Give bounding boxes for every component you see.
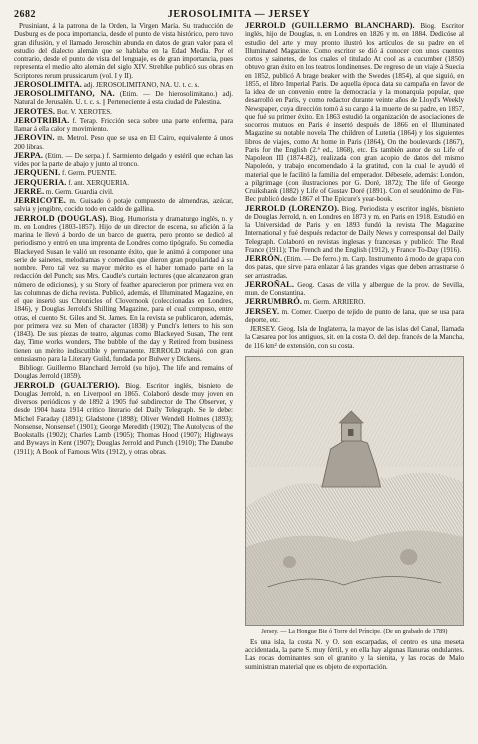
entry-definition: f. ant. XERQUERIA. <box>66 178 130 187</box>
dictionary-entry <box>14 81 233 89</box>
entry-definition: Biog. Humorista y dramaturgo inglés, n. y m. en Londres (1803-1857). Hijo de un director de escena, su afición á la marina le llevó á bordo de un barco de guerra, pero pronto se dedicó al periodismo y entró en una imprenta de Londres como tipógrafo. Su comedia Blackeyed Susan le valió un resonante éxito, que le animó á componer una serie de sainetes, melodramas y comedias que dieron gran popularidad á su nombre. Pero tal vez su mayor mérito es el haber tomado parte en la redacción del Punch; sus Mrs. Caudle's curtain lectures (que alcanzaron gran número de ediciones), y su Story of feather aparecieron por primera vez en las columnas de dicha revista. Publicó, además, el Illuminated Magazine, en el que insertó sus Chronicles of Clovernook (coleccionadas en Londres, 1846), y Douglas Jerrold's Shilling Magazine, para el cual compuso, entre otras, el cuento St. Giles and St. James. En la revista se publicaron, además, por primera vez su Men of character (1838) y Punch's letters to his son (1843). De sus piezas de teatro, algunas como Blackeyed Susan, The rent day, Time works wonders, The bubble of the day y Retired from business tienen un mérito indiscutible y permanente. JERROLD trabajó con gran entusiasmo para la Literary Guild, fundada por Bulwer y Dickens. <box>14 214 233 363</box>
dictionary-entry <box>14 108 233 116</box>
dictionary-entry <box>14 188 233 196</box>
entry-headword: JERRE. <box>14 186 45 196</box>
text-columns <box>14 22 464 738</box>
dictionary-entry <box>14 152 233 169</box>
right-column-top <box>245 22 464 350</box>
entry-definition: (Etim. — De serpa.) f. Sarmiento delgado y estéril que echan las vides por la parte de abajo y junto al tronco. <box>14 151 233 168</box>
dictionary-entry <box>245 22 464 204</box>
entry-headword: JERRUMBRÓ. <box>245 297 303 307</box>
entry-headword: JERSEY. <box>245 306 280 316</box>
entry-definition: f. Germ. PUENTE. <box>60 169 117 178</box>
dictionary-entry <box>14 382 233 456</box>
engraving-figure <box>245 356 464 626</box>
entry-definition: m. Comer. Cuerpo de tejido de punto de lana, que se usa para deporte, etc. <box>245 307 464 324</box>
entry-definition: m. Guisado ó potaje compuesto de almendras, azúcar, salvia y jengibre, cocido todo en caldo de gallina. <box>14 197 233 214</box>
entry-definition: f. Terap. Fricción seca sobre una parte enferma, para llamar á ella calor y movimiento. <box>14 116 233 133</box>
engraving-illustration <box>246 357 463 625</box>
page-number: 2682 <box>14 9 36 20</box>
entry-definition: Biog. Periodista y escritor inglés, bisnieto de Douglas Jerrold, n. en Londres en 1873 y m. en Paris en 1918. Estudió en la Universidad de Paris y en 1893 fundó la revista The Magazine International y fué después redactor de Daily News y corresponsal del Daily Telegraph. Colaboró en revistas inglesas y francesas y publicó: The Real France (1911); The French and the English (1912), y France To-Day (1916). <box>245 204 464 254</box>
dictionary-entry <box>14 90 233 107</box>
entry-headword: JEROSOLIMITANO, NA. <box>14 89 115 98</box>
entry-headword: JERROLD (LORENZO). <box>245 203 340 213</box>
entry-definition: adj. JEROSOLIMITANO, NA. U. t. c. s. <box>81 80 200 89</box>
entry-headword: JEROVIN. <box>14 133 55 143</box>
text-paragraph <box>14 22 233 80</box>
right-column-bottom <box>245 638 464 671</box>
paragraph-text: JERSEY. Geog. Isla de Inglaterra, la mayor de las islas del Canal, llamada la Cæsarea por los antiguos, sit. en la costa O. del dep. francés de la Mancha, de 116 km² de extensión, con su costa. <box>245 325 464 350</box>
entry-headword: JERROÑAL. <box>245 279 295 289</box>
entry-definition: Biog. Escritor inglés, hijo de Douglas, n. en Londres en 1826 y m. en 1884. Dedicóse al estudio del arte y muy pronto ilustró los artículos de su padre en el Illuminated Magazine. Como escritor se dió á conocer con unos cuentos cortos y sainetes, de los cuales el titulado At cool as a cucumber (1850) obtuvo gran éxito en los teatros londinenses. De regreso de un viaje á Suecia en 1852, publicó A brage beaker with the Swedes (1854), al que siguió, en 1855, el libro Imperial Paris. De aquella época data su campaña en favor de la idea de un convenio entre la democracia y la monarquía popular, que desarrolló en Paris, y como redactor durante veinte años de Lloyd's Weekly Newspaper, cuya dirección tomó á su cargo á la muerte de su padre, en 1857, que fué su primer éxito. En 1863 estudió la organización de asociaciones de socorros mutuos en Paris é insertó después de 1866 en el Illuminated Magazine su notable novela The children of Lutetia (1864) y los siguientes libros de viajes, como At home in Paris (1864), On the boulevards (1867), Paris for the English (2.ª ed., 1868), etc. Es también autor de su Life of Napoleon III (1874-82), realizada con gran acopio de datos del mismo Napoleón, y trabajo encomendado á la gratitud, con la cual le ayudó el material que le facilitó la familia del emperador. Débesele, además: London, a pilgrimage (con ilustraciones por G. Doré, 1872); The life of George Cruikshank (1882) y Life of Gustav Doré (1891). Con el seudónimo de Fin-Bec publicó desde 1867 el The Epicure's year-book. <box>245 22 464 204</box>
dictionary-entry <box>14 179 233 187</box>
entry-definition: Biog. Escritor inglés, bisnieto de Douglas Jerrold, n. en Liverpool en 1865. Colaboró desde muy joven en diversos periódicos y de 1892 á 1905 fué subdirector de The Observer, y desde 1904 hasta 1914 crítico literario del Daily Telegraph. Se le debe: Michel Faraday (1891); Gladstone (1898); Oliver Wendell Holmes (1893); Nonsense, Nonsense! (1901); George Meredith (1902); The Autolycus of the Bookstalls (1902); Charles Lamb (1905); Thomas Hood (1907); Highways and Byways in Kent (1907); Douglas Jerrold and Punch (1910); The Danube (1911); A Book of Famous Wits (1912), y otras obras. <box>14 381 233 456</box>
dictionary-entry <box>245 308 464 325</box>
dictionary-entry <box>14 134 233 151</box>
entry-headword: JERQUERIA. <box>14 177 67 187</box>
figure-caption-text: Jersey. — La Hongue Bie ó Torre del Príncipe. (De un grabado de 1789) <box>261 627 448 635</box>
entry-headword: JERROLD (GUILLERMO BLANCHARD). <box>245 22 415 30</box>
entry-headword: JERRÓN. <box>245 254 283 263</box>
dictionary-entry <box>245 298 464 306</box>
entry-definition: m. Germ. Guardia civil. <box>44 187 114 196</box>
entry-definition: Bot. V. XEROTES. <box>55 107 112 116</box>
figure-caption <box>245 628 464 635</box>
right-column <box>245 22 464 738</box>
dictionary-entry <box>14 169 233 177</box>
entry-definition: (Etim. — De ferro.) m. Carp. Instrumento á modo de grapa con dos patas, que sirve para enlazar á las grandes vigas que deben arrastrarse ó ser arrastradas. <box>245 255 464 280</box>
paragraph-text: Es una isla, la costa N. y O. son escarpadas, el centro es una meseta accidentada, la parte S. muy fértil, y en ella hay algunas llanuras ondulantes. Las rocas dominantes son el granito y la sienita, y las rocas de Malo suministran material que es objeto de exportación. <box>245 637 464 671</box>
text-paragraph <box>14 364 233 381</box>
dictionary-entry <box>245 255 464 280</box>
entry-headword: JEROTES. <box>14 106 56 116</box>
dictionary-entry <box>245 205 464 255</box>
left-column <box>14 22 233 738</box>
entry-headword: JEROSOLIMITA. <box>14 79 82 89</box>
entry-headword: JERPA. <box>14 150 44 160</box>
entry-definition: (Etim. — De hierosolimitano.) adj. Natural de Jerusalén. U. t. c. s. || Perteneciente á esta ciudad de Palestina. <box>14 90 233 107</box>
running-head: JEROSOLIMITA — JERSEY <box>167 9 311 20</box>
text-paragraph <box>245 638 464 671</box>
entry-definition: Geog. Casas de villa y albergue de la prov. de Sevilla, mun. de Constantina. <box>245 280 464 297</box>
entry-headword: JERROLD (GUALTERIO). <box>14 380 120 390</box>
text-paragraph <box>245 325 464 350</box>
entry-definition: m. Metrol. Peso que se usa en El Cairo, equivalente á unos 200 libras. <box>14 134 233 151</box>
paragraph-text: Bibliogr. Guillermo Blanchard Jerrold (su hijo), The life and remains of Douglas Jerrold (1859). <box>14 364 233 381</box>
dictionary-entry <box>245 281 464 298</box>
entry-headword: JERQUENI. <box>14 168 61 178</box>
entry-definition: m. Germ. ARRIERO. <box>302 298 366 307</box>
entry-headword: JEROTRIBIA. <box>14 115 70 125</box>
dictionary-entry <box>14 117 233 134</box>
entry-headword: JERRICOTE. <box>14 196 66 205</box>
dictionary-entry <box>14 215 233 364</box>
dictionary-entry <box>14 197 233 214</box>
entry-headword: JERROLD (DOUGLAS). <box>14 213 108 223</box>
paragraph-text: Prusiniant, á la patrona de la Orden, la Virgen María. Su traducción de Dusburg es de poca importancia, desde el punto de vista histórico, pero tuvo gran difusión, y el llamado Jeroschin abunda en datos de gran valor para el estudio del dialecto alemán que se hablaba en la Edad Media. Por el contrario, desde el punto de vista del lenguaje, es de gran importancia, pues representa el medio alto alemán del siglo XIV. Strehlke publicó sus obras en Scriptores rerum prussicarum (vol. I y II). <box>14 22 233 80</box>
